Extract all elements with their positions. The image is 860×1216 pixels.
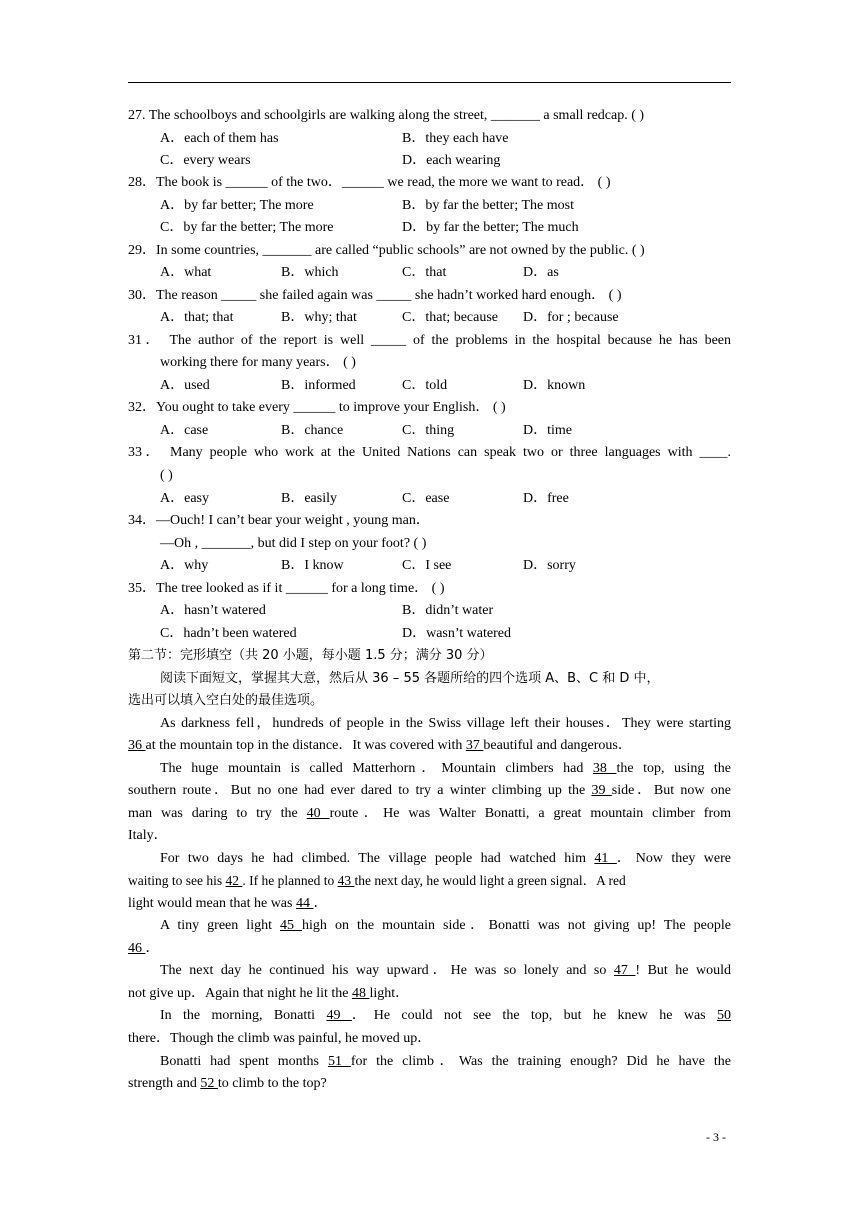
question-31-stem-line-1: 31． The author of the report is well _____ of the problems in the hospital because he has been xyxy=(128,333,731,348)
question-32-option-c: C．thing xyxy=(402,423,455,438)
question-29-option-c: C．that xyxy=(402,265,447,280)
blank-52: 52 xyxy=(200,1076,218,1091)
passage-line-6: Italy． xyxy=(128,828,168,843)
question-30-option-d: D．for ; because xyxy=(523,310,619,325)
blank-40: 40 xyxy=(306,806,330,821)
passage-line-9: light would mean that he was 44 ． xyxy=(128,896,328,911)
passage-line-15: there．Though the climb was painful, he moved up． xyxy=(128,1031,432,1046)
question-30-option-c: C．that; because xyxy=(402,310,499,325)
blank-46: 46 xyxy=(128,941,146,956)
question-33-option-c: C．ease xyxy=(402,491,450,506)
blank-50: 50 xyxy=(717,1008,731,1023)
question-32-option-b: B．chance xyxy=(281,423,344,438)
section-instruction-line-1: 阅读下面短文，掌握其大意，然后从 36 – 55 各题所给的四个选项 A、B、C 和 D 中， xyxy=(160,671,660,686)
page-number: - 3 - xyxy=(706,1130,726,1144)
question-27-option-b: B．they each have xyxy=(402,131,509,146)
blank-43: 43 xyxy=(337,873,355,888)
passage-line-12: The next day he continued his way upward．He was so lonely and so 47 ! But he would xyxy=(160,963,732,978)
question-33-option-b: B．easily xyxy=(281,491,337,506)
blank-38: 38 xyxy=(592,761,617,776)
question-33-stem-line-1: 33． Many people who work at the United Nations can speak two or three languages with ____. xyxy=(128,445,731,460)
question-27-option-c: C．every wears xyxy=(160,153,251,168)
question-31-option-c: C．told xyxy=(402,378,448,393)
question-33-option-d: D．free xyxy=(523,491,569,506)
question-35-stem: 35．The tree looked as if it ______ for a long time． ( ) xyxy=(128,581,445,596)
question-28-stem: 28．The book is ______ of the two．______ we read, the more we want to read． ( ) xyxy=(128,175,611,190)
question-34-option-a: A．why xyxy=(160,558,209,573)
passage-line-14: In the morning, Bonatti 49 ．He could not see the top, but he knew he was 50 xyxy=(160,1008,731,1023)
blank-36: 36 xyxy=(128,738,146,753)
question-30-option-a: A．that; that xyxy=(160,310,234,325)
question-29-option-b: B．which xyxy=(281,265,339,280)
question-31-option-b: B．informed xyxy=(281,378,356,393)
passage-line-5: man was daring to try the 40 route．He was Walter Bonatti, a great mountain climber from xyxy=(128,806,732,821)
passage-line-3: The huge mountain is called Matterhorn．Mountain climbers had 38 the top, using the xyxy=(160,761,731,776)
blank-51: 51 xyxy=(327,1054,351,1069)
question-32-option-d: D．time xyxy=(523,423,572,438)
blank-49: 49 xyxy=(326,1008,352,1023)
question-29-option-a: A．what xyxy=(160,265,212,280)
header-rule xyxy=(128,82,731,83)
passage-line-8: waiting to see his 42 . If he planned to 43 the next day, he would light a green signal．A red xyxy=(128,873,626,888)
question-30-stem: 30．The reason _____ she failed again was _____ she hadn’t worked hard enough． ( ) xyxy=(128,288,622,303)
blank-48: 48 xyxy=(351,986,370,1001)
blank-45: 45 xyxy=(280,918,303,933)
question-31-option-a: A．used xyxy=(160,378,210,393)
question-28-option-d: D．by far the better; The much xyxy=(402,220,579,235)
question-27-stem: 27. The schoolboys and schoolgirls are walking along the street, _______ a small redcap. ( ) xyxy=(128,108,645,123)
passage-line-10: A tiny green light 45 high on the mountain side．Bonatti was not giving up! The people xyxy=(160,918,731,933)
question-29-option-d: D．as xyxy=(523,265,559,280)
question-32-stem: 32．You ought to take every ______ to improve your English． ( ) xyxy=(128,400,506,415)
passage-line-17: strength and 52 to climb to the top? xyxy=(128,1076,327,1091)
question-34-option-c: C．I see xyxy=(402,558,452,573)
blank-41: 41 xyxy=(594,851,617,866)
question-34-option-d: D．sorry xyxy=(523,558,576,573)
passage-line-11: 46 ． xyxy=(128,941,160,956)
passage-line-1: As darkness fell，hundreds of people in the Swiss village left their houses．They were starting xyxy=(160,716,731,731)
question-27-option-a: A．each of them has xyxy=(160,131,279,146)
blank-37: 37 xyxy=(465,738,484,753)
question-35-option-a: A．hasn’t watered xyxy=(160,603,266,618)
question-28-option-b: B．by far the better; The most xyxy=(402,198,574,213)
blank-42: 42 xyxy=(225,873,243,888)
question-34-stem-line-1: 34．—Ouch! I can’t bear your weight , young man． xyxy=(128,513,430,528)
question-28-option-c: C．by far the better; The more xyxy=(160,220,334,235)
question-31-option-d: D．known xyxy=(523,378,586,393)
question-29-stem: 29．In some countries, _______ are called “public schools” are not owned by the public. ( ) xyxy=(128,243,645,258)
question-33-option-a: A．easy xyxy=(160,491,209,506)
question-33-stem-line-2: ( ) xyxy=(160,468,173,483)
section-title: 第二节：完形填空（共 20 小题，每小题 1.5 分；满分 30 分） xyxy=(128,648,493,663)
question-34-option-b: B．I know xyxy=(281,558,344,573)
passage-line-13: not give up．Again that night he lit the 48 light． xyxy=(128,986,410,1001)
question-30-option-b: B．why; that xyxy=(281,310,357,325)
section-instruction-line-2: 选出可以填入空白处的最佳选项。 xyxy=(128,693,324,708)
passage-line-7: For two days he had climbed. The village people had watched him 41 ．Now they were xyxy=(160,851,732,866)
question-35-option-c: C．hadn’t been watered xyxy=(160,626,297,641)
question-32-option-a: A．case xyxy=(160,423,209,438)
blank-39: 39 xyxy=(591,783,612,798)
question-27-option-d: D．each wearing xyxy=(402,153,501,168)
question-31-stem-line-2: working there for many years． ( ) xyxy=(160,355,356,370)
question-35-option-d: D．wasn’t watered xyxy=(402,626,511,641)
question-35-option-b: B．didn’t water xyxy=(402,603,494,618)
blank-47: 47 xyxy=(613,963,636,978)
blank-44: 44 xyxy=(295,896,314,911)
passage-line-4: southern route．But no one had ever dared to try a winter climbing up the 39 side．But now one xyxy=(128,783,731,798)
passage-line-16: Bonatti had spent months 51 for the climb．Was the training enough? Did he have the xyxy=(160,1054,731,1069)
question-34-stem-line-2: —Oh , _______, but did I step on your foot? ( ) xyxy=(160,536,427,551)
question-28-option-a: A．by far better; The more xyxy=(160,198,314,213)
passage-line-2: 36 at the mountain top in the distance．It was covered with 37 beautiful and dangerous． xyxy=(128,738,632,753)
